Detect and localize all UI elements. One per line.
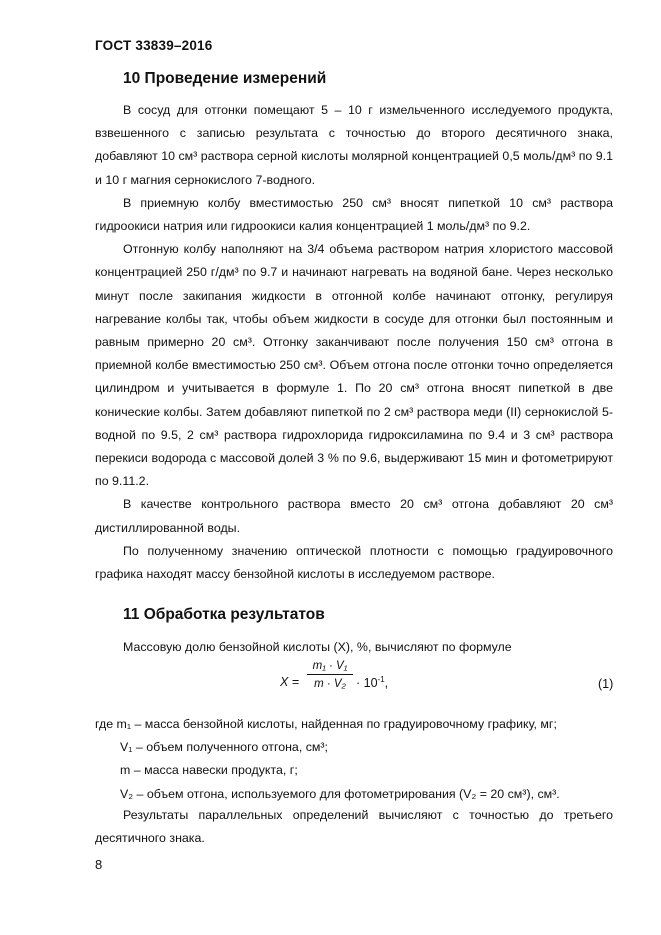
formula-numerator: m₁ · V₁ bbox=[307, 660, 353, 675]
formula-number: (1) bbox=[598, 677, 614, 691]
paragraph: Отгонную колбу наполняют на 3/4 объема раствором натрия хлористого массовой концентрацией 250 г/дм³ по 9.7 и начинают нагревать на водяной бане. Через несколько минут после закипания жидкости в отгонной колбе начинают отгонку, регулируя нагревание колбы так, чтобы объем жидкости в сосуде для отгонки был постоянным и равным примерно 20 см³. Отгонку заканчивают после получения 150 см³ отгона в приемной колбе вместимостью 250 см³. Объем отгона после отгонки точно определяется цилиндром и учитывается в формуле 1. По 20 см³ отгона вносят пипеткой в две конические колбы. Затем добавляют пипеткой по 2 см³ раствора меди (II) сернокислой 5-водной по 9.5, 2 см³ раствора гидрохлорида гидроксиламина по 9.4 и 3 см³ раствора перекиси водорода с массовой долей 3 % по 9.6, выдерживают 15 мин и фотометрируют по 9.11.2. bbox=[95, 242, 613, 489]
definition: m – масса навески продукта, г; bbox=[120, 763, 298, 778]
section-10-title: 10 Проведение измерений bbox=[123, 70, 327, 87]
paragraph: Результаты параллельных определений вычисляют с точностью до третьего десятичного знака. bbox=[95, 808, 613, 846]
section-10-body bbox=[95, 99, 613, 586]
paragraph: В качестве контрольного раствора вместо 20 см³ отгона добавляют 20 см³ дистиллированной воды. bbox=[95, 497, 613, 535]
paragraph: В сосуд для отгонки помещают 5 – 10 г измельченного исследуемого продукта, взвешенного с записью результата с точностью до второго десятичного знака, добавляют 10 см³ раствора серной кислоты молярной концентрацией 0,5 моль/дм³ по 9.1 и 10 г магния сернокислого 7-водного. bbox=[95, 103, 613, 187]
formula-intro: Массовую долю бензойной кислоты (X), %, вычисляют по формуле bbox=[123, 640, 512, 654]
definition: V₂ – объем отгона, используемого для фотометрирования (V₂ = 20 см³), см³. bbox=[120, 786, 560, 801]
formula-fraction bbox=[307, 660, 353, 690]
section-11-title: 11 Обработка результатов bbox=[123, 606, 325, 623]
formula-exponent: -1 bbox=[377, 675, 385, 684]
formula-definitions bbox=[95, 713, 615, 806]
formula-denominator: m · V₂ bbox=[314, 678, 346, 690]
section-11-intro bbox=[95, 636, 613, 659]
formula-end: , bbox=[384, 676, 389, 691]
document-header: ГОСТ 33839–2016 bbox=[95, 38, 213, 53]
formula-lhs: X = bbox=[280, 675, 300, 689]
section-11-closing bbox=[95, 804, 613, 850]
formula-tail bbox=[356, 675, 388, 690]
formula-factor: · 10 bbox=[356, 676, 378, 691]
definition: где m₁ – масса бензойной кислоты, найденная по градуировочному графику, мг; bbox=[95, 717, 557, 731]
definition: V₁ – объем полученного отгона, см³; bbox=[120, 740, 328, 755]
paragraph: В приемную колбу вместимостью 250 см³ вносят пипеткой 10 см³ раствора гидроокиси натрия или гидроокиси калия концентрацией 1 моль/дм³ по 9.2. bbox=[95, 195, 613, 234]
paragraph: По полученному значению оптической плотности с помощью градуировочного графика находят массу бензойной кислоты в исследуемом растворе. bbox=[95, 543, 613, 582]
page-number: 8 bbox=[95, 857, 103, 872]
